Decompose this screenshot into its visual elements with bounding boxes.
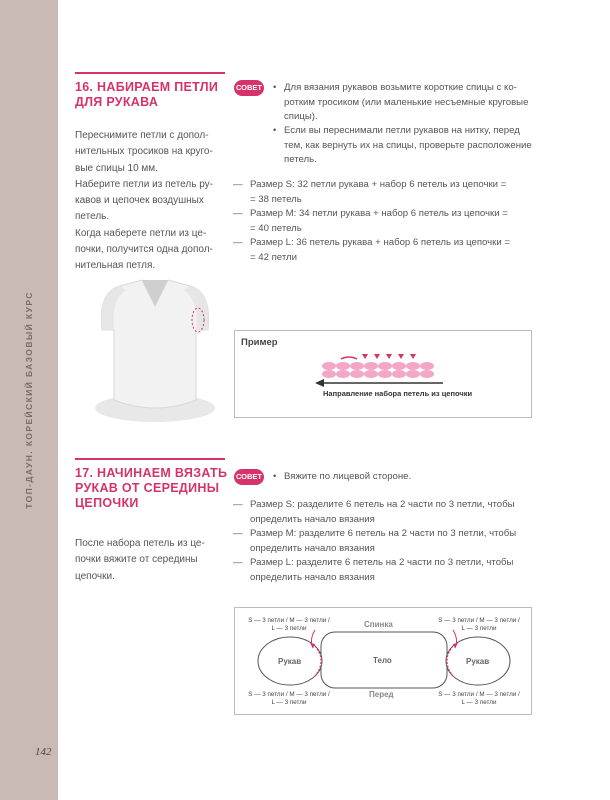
size-line: Размер S: разделите 6 петель на 2 части по 3 петли, чтобы [250,499,515,510]
paragraph-line: Переснимите петли с допол- [75,130,209,141]
tip-line: Если вы переснимали петли рукавов на нитку, перед [284,125,520,136]
label-bottom-left [241,691,337,707]
size-l-17 [233,556,570,585]
size-line: определить начало вязания [250,571,375,583]
bullet-dot: • [273,82,277,93]
example-caption: Направление набора петель из цепочки [323,389,473,398]
label-body: Тело [373,656,392,665]
paragraph-line: кавов и цепочек воздушных [75,195,204,207]
size-l-16 [233,236,570,265]
dash: — [233,179,243,190]
page-number: 142 [35,746,52,758]
size-line: = 42 петли [250,251,297,263]
label-line: L — 3 петли [271,699,307,706]
dash: — [233,557,243,568]
size-s-16 [233,178,570,207]
paragraph-line: нительная петля. [75,260,156,272]
tip-bullet-17 [273,470,574,485]
bullet-dot: • [273,471,277,482]
size-line: Размер S: 32 петли рукава + набор 6 петель из цепочки = [250,179,507,190]
sidebar-strip [0,0,58,800]
section16-paragraph [75,128,235,275]
tip-line: Вяжите по лицевой стороне. [284,471,412,482]
paragraph-line: цепочки. [75,570,115,582]
label-line: L — 3 петли [461,699,497,706]
label-line: S — 3 петли / M — 3 петли / [248,617,330,624]
dash: — [233,237,243,248]
label-line: L — 3 петли [461,625,497,632]
size-line: определить начало вязания [250,513,375,525]
size-line: Размер M: 34 петли рукава + набор 6 петель из цепочки = [250,208,508,219]
size-line: определить начало вязания [250,542,375,554]
sweater-illustration [90,268,220,428]
section17-title-line3: ЦЕПОЧКИ [75,496,139,510]
section16-title-line2: ДЛЯ РУКАВА [75,95,159,109]
dash: — [233,528,243,539]
label-front: Перед [369,690,394,699]
label-back: Спинка [364,620,393,629]
label-sleeve-right: Рукав [466,657,490,666]
section17-title-line2: РУКАВ ОТ СЕРЕДИНЫ [75,481,220,495]
label-line: S — 3 петли / M — 3 петли / [248,691,330,698]
size-m-17 [233,527,570,556]
paragraph-line: вые спицы 10 мм. [75,162,158,174]
paragraph-line: нительных тросиков на круго- [75,146,213,158]
paragraph-line: Когда наберете петли из це- [75,227,207,239]
dash: — [233,499,243,510]
label-line: L — 3 петли [271,625,307,632]
paragraph-line: После набора петель из це- [75,538,205,549]
heading-rule-17 [75,458,225,460]
bullet-dot: • [273,125,277,136]
size-line: Размер L: разделите 6 петель на 2 части по 3 петли, чтобы [250,557,514,568]
tip-line: ротким тросиком (или маленькие несъемные круговые [284,96,529,108]
label-sleeve-left: Рукав [278,657,302,666]
size-line: = 40 петель [250,222,302,234]
label-line: S — 3 петли / M — 3 петли / [438,617,520,624]
size-m-16 [233,207,570,236]
dash: — [233,208,243,219]
size-s-17 [233,498,570,527]
paragraph-line: петель. [75,211,110,223]
tip-badge-16: СОВЕТ [234,80,264,96]
tip-line: спицы). [284,111,318,122]
section17-title-line1: 17. НАЧИНАЕМ ВЯЗАТЬ [75,466,228,480]
section16-title [75,80,218,110]
heading-rule-16 [75,72,225,74]
size-line: Размер M: разделите 6 петель на 2 части по 3 петли, чтобы [250,528,517,539]
label-line: S — 3 петли / M — 3 петли / [438,691,520,698]
section17-title [75,466,227,511]
running-title: ТОП-ДАУН. КОРЕЙСКИЙ БАЗОВЫЙ КУРС [24,291,34,509]
tip-line: Для вязания рукавов возьмите короткие спицы с ко- [284,82,517,93]
paragraph-line: почки вяжите от середины [75,554,198,566]
label-top-right [431,617,527,633]
tip-line: петель. [284,154,317,165]
tip-bullet-1 [273,81,584,125]
tip-badge-17: СОВЕТ [234,469,264,485]
section17-paragraph [75,536,235,585]
example-box [234,330,532,418]
size-line: Размер L: 36 петель рукава + набор 6 петель из цепочки = [250,237,510,248]
size-line: = 38 петель [250,193,302,205]
label-top-left [241,617,337,633]
tip-bullet-2 [273,124,584,168]
paragraph-line: Наберите петли из петель ру- [75,178,214,190]
section16-title-line1: 16. НАБИРАЕМ ПЕТЛИ [75,80,219,94]
tip-line: тем, как вернуть их на спицы, проверьте расположение [284,139,532,151]
paragraph-line: почки, получится одна допол- [75,244,213,256]
sleeve-diagram-box [234,607,532,715]
example-title: Пример [241,337,278,348]
label-bottom-right [431,691,527,707]
